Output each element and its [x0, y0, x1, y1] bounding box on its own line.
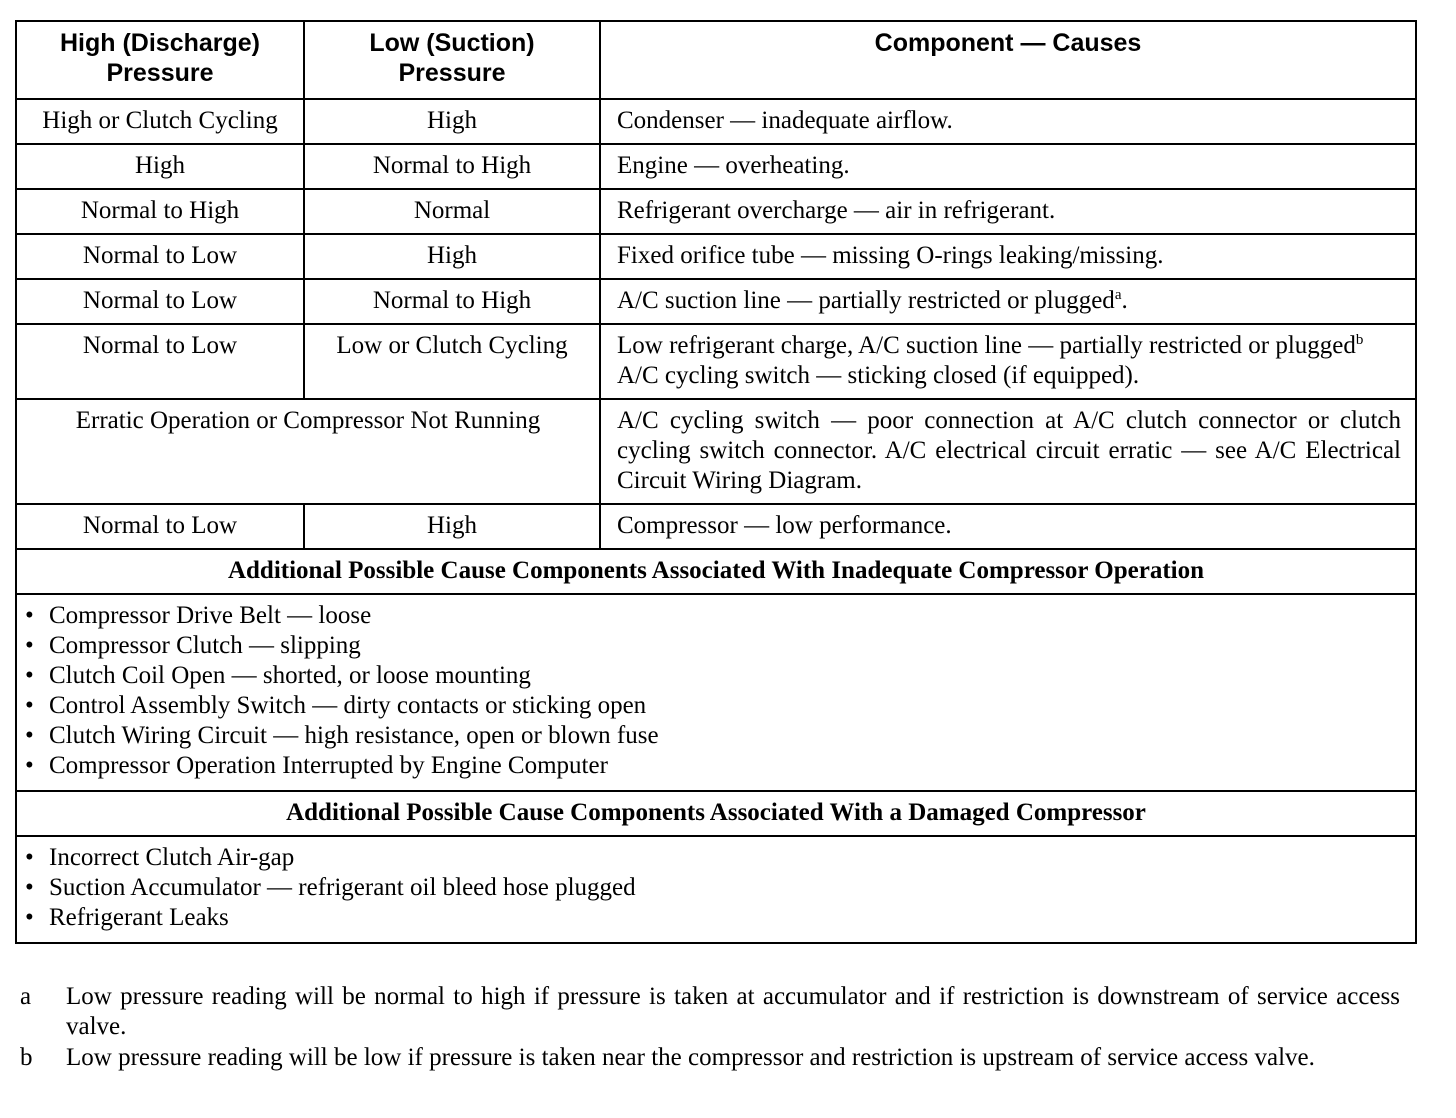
list-item: • Compressor Drive Belt — loose: [25, 602, 372, 629]
header-row: [16, 21, 1416, 99]
cause-cell: A/C cycling switch — poor connection at A/C clutch connector or clutch cycling switch connector. A/C electrical circuit erratic — see A/C Electrical Circuit Wiring Diagram.: [600, 399, 1416, 504]
list-item: • Incorrect Clutch Air-gap: [25, 844, 295, 871]
table-row: [16, 234, 1416, 279]
footnote-text: Low pressure reading will be low if pressure is taken near the compressor and restriction is upstream of service access valve.: [66, 1044, 1315, 1071]
pressure-span-cell: Erratic Operation or Compressor Not Running: [16, 399, 600, 504]
low-pressure-cell: High: [304, 99, 600, 144]
footnote-key: a: [20, 983, 32, 1010]
low-pressure-cell: High: [304, 504, 600, 549]
footnote-ref: b: [1355, 332, 1364, 348]
cause-cell: Compressor — low performance.: [600, 504, 1416, 549]
header-component-causes: Component — Causes: [600, 21, 1416, 99]
cause-cell: Engine — overheating.: [600, 144, 1416, 189]
list-item: • Suction Accumulator — refrigerant oil bleed hose plugged: [25, 874, 636, 901]
low-pressure-cell: Low or Clutch Cycling: [304, 324, 600, 399]
high-pressure-cell: Normal to Low: [16, 279, 304, 324]
footnote-a: [20, 982, 1400, 1042]
table-row: [16, 504, 1416, 549]
low-pressure-cell: High: [304, 234, 600, 279]
list-item: • Compressor Clutch — slipping: [25, 632, 361, 659]
header-low-pressure: Low (Suction) Pressure: [304, 21, 600, 99]
section-list-row: [16, 594, 1416, 791]
table-row: [16, 399, 1416, 504]
low-pressure-cell: Normal: [304, 189, 600, 234]
section-inadequate-operation-title: Additional Possible Cause Components Associated With Inadequate Compressor Operation: [16, 549, 1416, 594]
cause-cell: [600, 324, 1416, 399]
section-header-row: [16, 549, 1416, 594]
inadequate-operation-list: [16, 594, 1416, 791]
footnote-b: [20, 1043, 1400, 1073]
footnote-key: b: [20, 1044, 33, 1071]
high-pressure-cell: High or Clutch Cycling: [16, 99, 304, 144]
cause-text-continued: A/C cycling switch — sticking closed (if equipped).: [617, 362, 1140, 389]
section-header-row: [16, 791, 1416, 836]
cause-cell: A/C suction line — partially restricted or plugged$^a$.: [600, 279, 1416, 324]
table-row: [16, 324, 1416, 399]
section-damaged-compressor-title: Additional Possible Cause Components Associated With a Damaged Compressor: [16, 791, 1416, 836]
section-list-row: [16, 836, 1416, 943]
list-item: • Clutch Wiring Circuit — high resistance, open or blown fuse: [25, 722, 659, 749]
high-pressure-cell: Normal to High: [16, 189, 304, 234]
table-row: [16, 99, 1416, 144]
table-row: [16, 189, 1416, 234]
damaged-compressor-list: [16, 836, 1416, 943]
high-pressure-cell: Normal to Low: [16, 234, 304, 279]
list-item: • Control Assembly Switch — dirty contacts or sticking open: [25, 692, 647, 719]
list-item: • Clutch Coil Open — shorted, or loose mounting: [25, 662, 531, 689]
table-row: [16, 144, 1416, 189]
cause-cell: Condenser — inadequate airflow.: [600, 99, 1416, 144]
low-pressure-cell: Normal to High: [304, 279, 600, 324]
footnote-text: Low pressure reading will be normal to high if pressure is taken at accumulator and if restriction is downstream of service access valve.: [66, 983, 1400, 1040]
footnotes: [20, 982, 1400, 1074]
pressure-diagnosis-table: [15, 20, 1417, 944]
cause-text: Low refrigerant charge, A/C suction line — partially restricted or plugged: [617, 332, 1356, 359]
cause-text: A/C suction line — partially restricted or plugged: [617, 287, 1115, 314]
low-pressure-cell: Normal to High: [304, 144, 600, 189]
list-item: • Refrigerant Leaks: [25, 904, 229, 931]
list-item: • Compressor Operation Interrupted by Engine Computer: [25, 752, 608, 779]
diagnosis-sheet: [15, 20, 1415, 944]
header-high-pressure: High (Discharge) Pressure: [16, 21, 304, 99]
high-pressure-cell: Normal to Low: [16, 504, 304, 549]
cause-cell: Refrigerant overcharge — air in refrigerant.: [600, 189, 1416, 234]
high-pressure-cell: Normal to Low: [16, 324, 304, 399]
cause-cell: Fixed orifice tube — missing O-rings leaking/missing.: [600, 234, 1416, 279]
table-row: [16, 279, 1416, 324]
footnote-ref: a: [1114, 287, 1122, 303]
high-pressure-cell: High: [16, 144, 304, 189]
